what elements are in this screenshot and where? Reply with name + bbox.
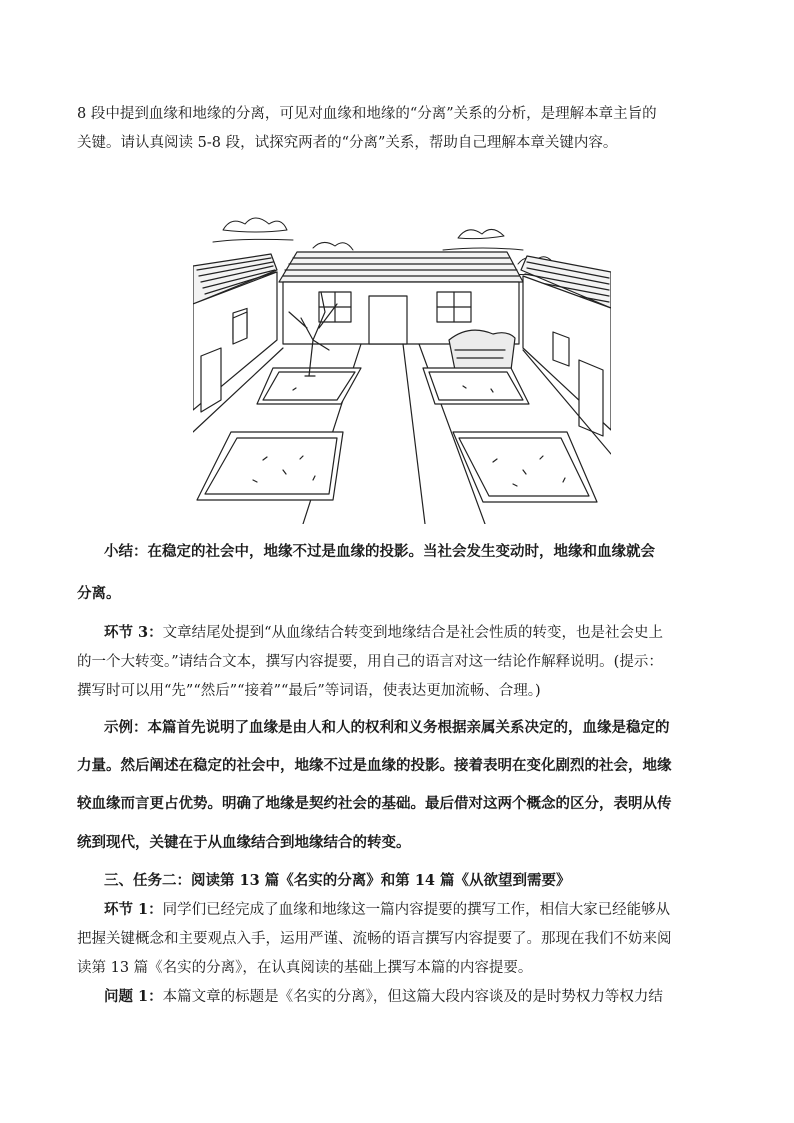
- courtyard-sketch-icon: [193, 200, 611, 524]
- intro-line-2: 关键。请认真阅读 5-8 段，试探究两者的“分离”关系，帮助自己理解本章关键内容。: [77, 135, 618, 151]
- task2-q1-label: 问题 1：: [104, 988, 163, 1005]
- summary-line-2: 分离。: [77, 585, 121, 602]
- step3-line-1: [104, 622, 663, 644]
- step3-line-3: 撰写时可以用“先”“然后”“接着”“最后”等词语，使表达更加流畅、合理。): [77, 683, 541, 699]
- example-line-4: 统到现代，关键在于从血缘结合到地缘结合的转变。: [77, 834, 411, 851]
- task2-q1-text: 本篇文章的标题是《名实的分离》，但这篇大段内容谈及的是时势权力等权力结: [162, 989, 663, 1005]
- summary-line-1: 小结：在稳定的社会中，地缘不过是血缘的投影。当社会发生变动时，地缘和血缘就会: [104, 543, 655, 560]
- task2-heading: 三、任务二：阅读第 13 篇《名实的分离》和第 14 篇《从欲望到需要》: [104, 872, 571, 889]
- task2-step1-text: 同学们已经完成了血缘和地缘这一篇内容提要的撰写工作，相信大家已经能够从: [162, 902, 671, 918]
- right-building: [521, 256, 611, 436]
- task2-step1-line-3: 读第 13 篇《名实的分离》，在认真阅读的基础上撰写本篇的内容提要。: [77, 960, 533, 976]
- planting-beds: [197, 368, 597, 502]
- task2-step1-label: 环节 1：: [104, 901, 163, 918]
- task2-step1-line-1: [104, 899, 670, 921]
- intro-line-1: 8 段中提到血缘和地缘的分离，可见对血缘和地缘的“分离”关系的分析，是理解本章主旨的: [77, 106, 657, 122]
- example-line-3: 较血缘而言更占优势。明确了地缘是契约社会的基础。最后借对这两个概念的区分，表明从传: [77, 795, 672, 812]
- step3-line-2: 的一个大转变。”请结合文本，撰写内容提要，用自己的语言对这一结论作解释说明。(提示：: [77, 654, 663, 670]
- example-line-1: 示例：本篇首先说明了血缘是由人和人的权利和义务根据亲属关系决定的，血缘是稳定的: [104, 719, 670, 736]
- step3-text: 文章结尾处提到“从血缘结合转变到地缘结合是社会性质的转变，也是社会史上: [162, 625, 664, 641]
- task2-q1-line-1: [104, 986, 663, 1008]
- task2-step1-line-2: 把握关键概念和主要观点入手，运用严谨、流畅的语言撰写内容提要了。那现在我们不妨来阅: [77, 931, 672, 947]
- main-house: [279, 252, 523, 370]
- step3-label: 环节 3：: [104, 624, 163, 641]
- example-line-2: 力量。然后阐述在稳定的社会中，地缘不过是血缘的投影。接着表明在变化剧烈的社会，地缘: [77, 757, 672, 774]
